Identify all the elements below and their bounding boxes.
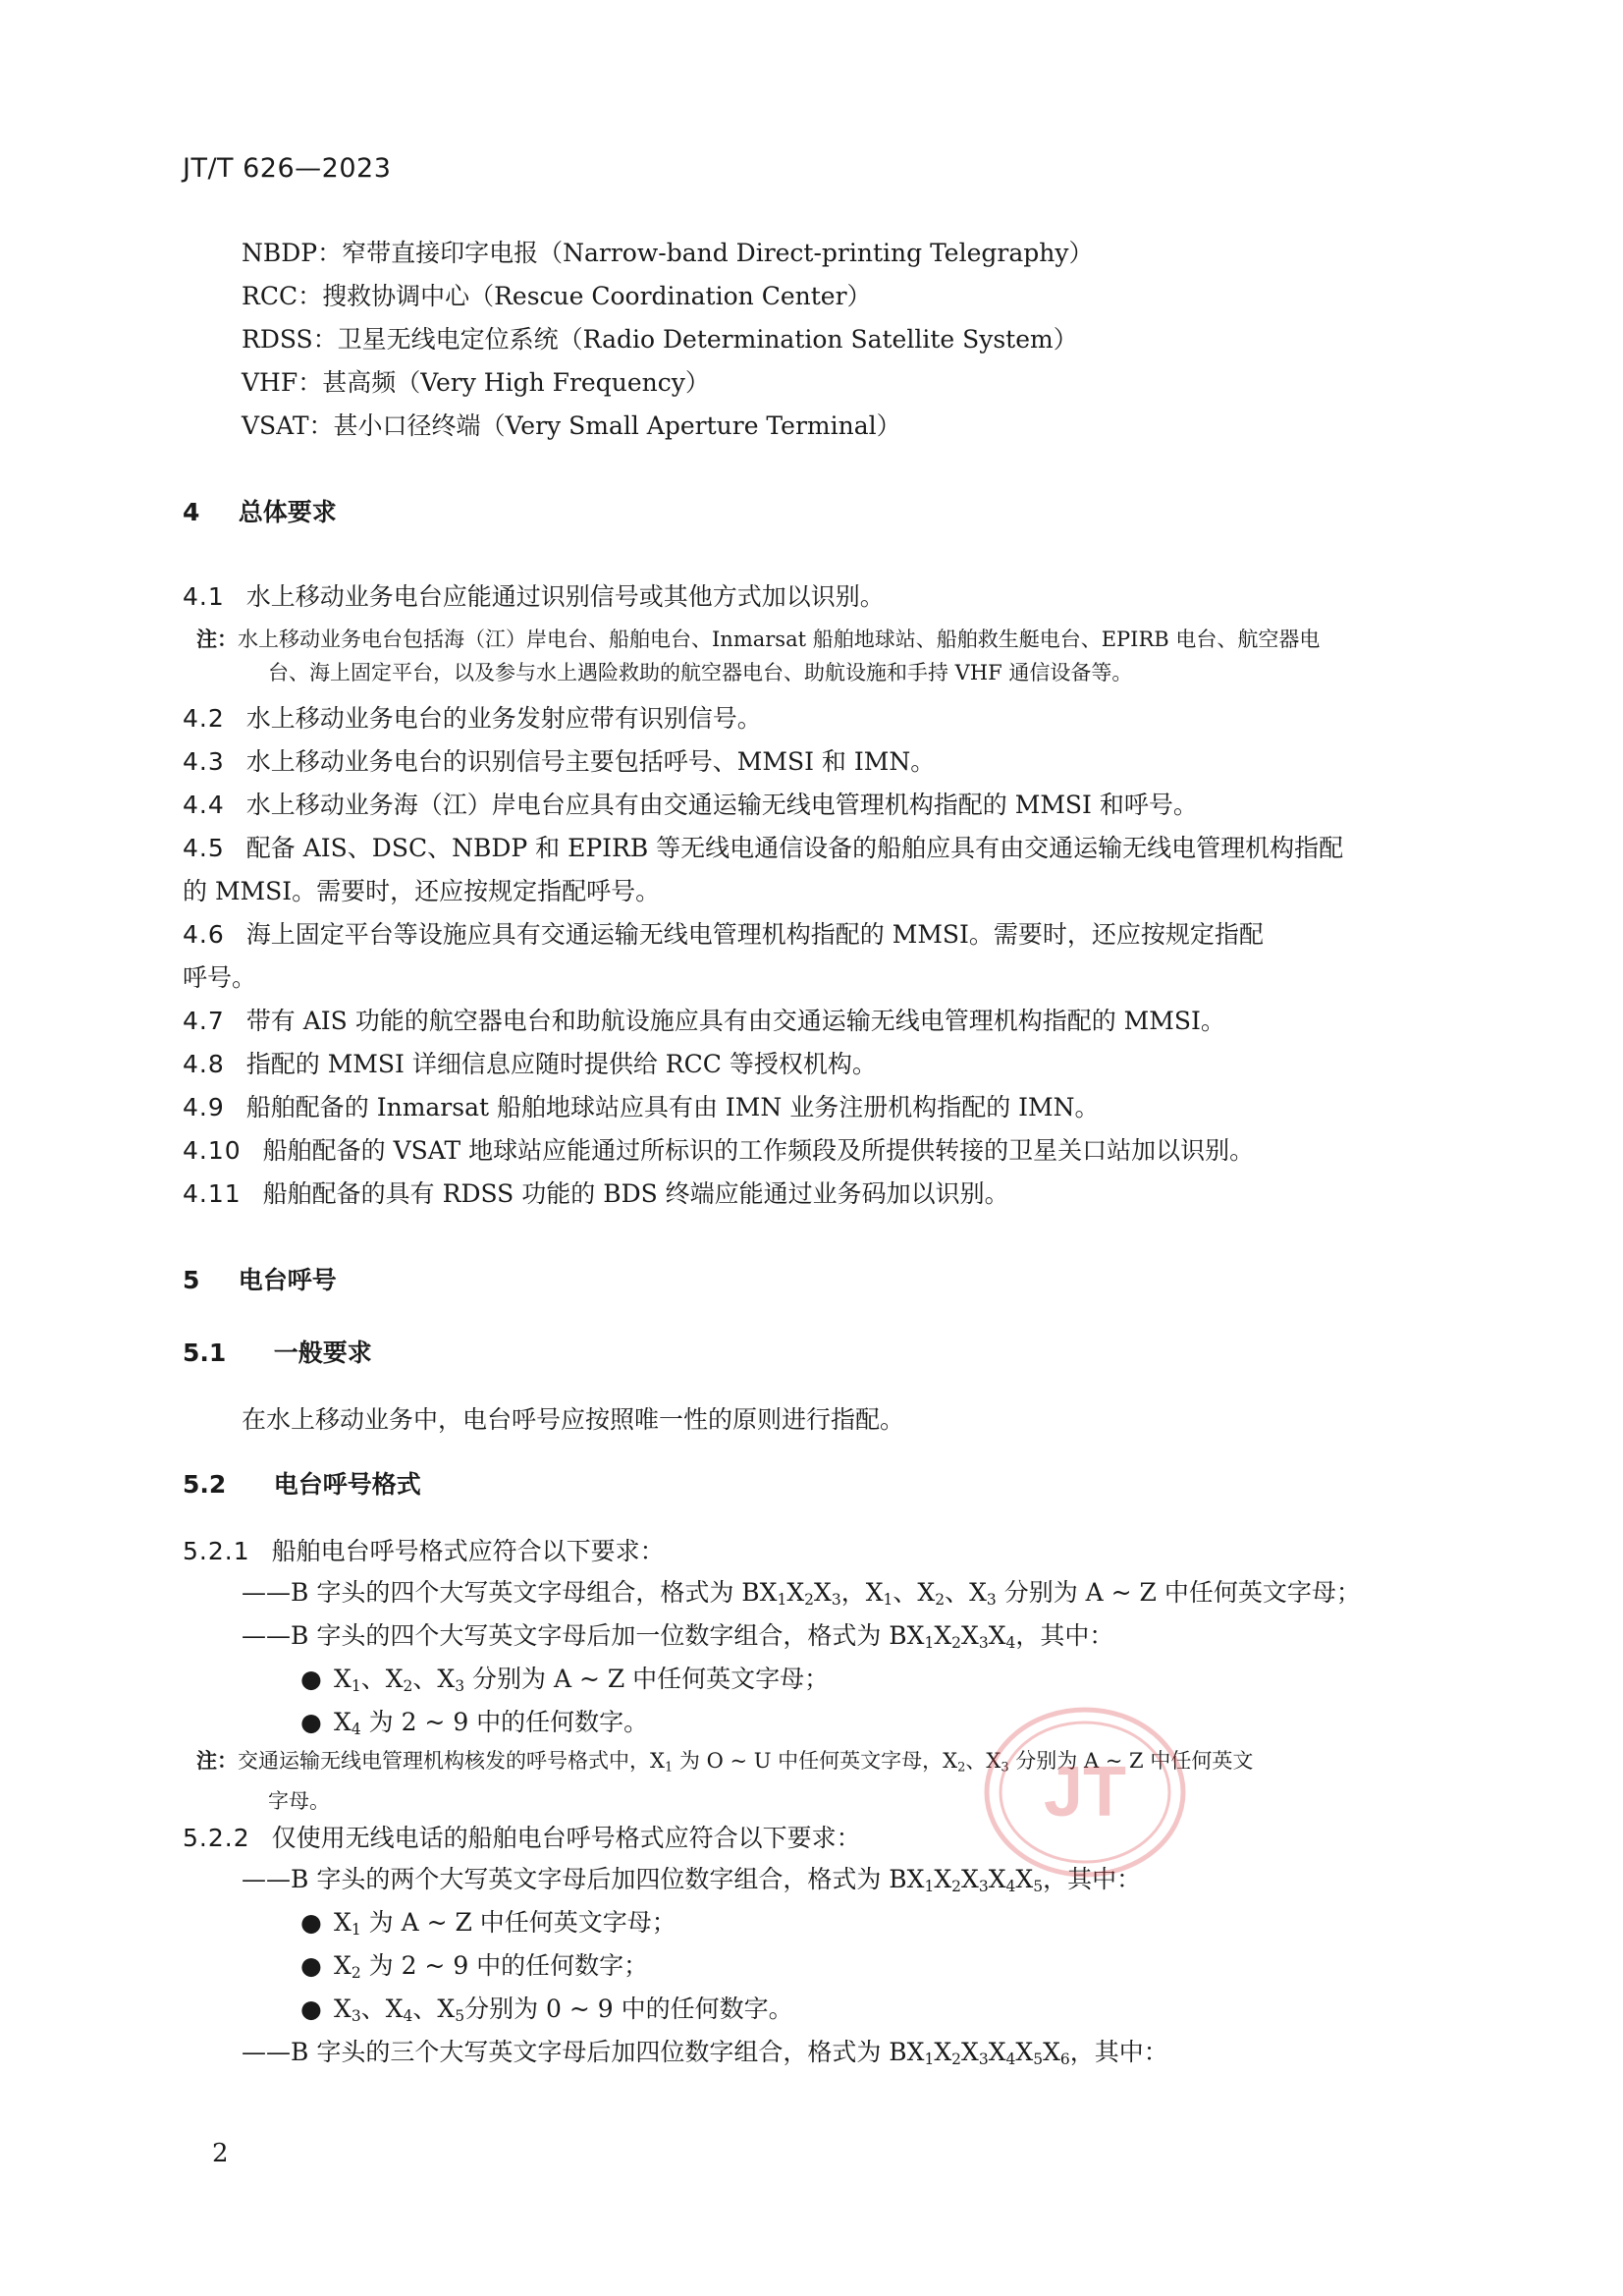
subscript: 4 (403, 2006, 413, 2025)
text-run: X (934, 1865, 952, 1893)
abbreviation-vhf: VHF：甚高频（Very High Frequency） (242, 368, 710, 397)
clause-number: 4.9 (183, 1093, 225, 1121)
clause-text-line1: 配备 AIS、DSC、NBDP 和 EPIRB 等无线电通信设备的船舶应具有由交通运输无线电管理机构指配 (245, 834, 1344, 862)
subsection-5-2-heading (183, 1465, 421, 1501)
dash-item (242, 1616, 1113, 1652)
clause-4-7 (183, 1000, 1446, 1043)
text-run: 为 A ~ Z 中任何英文字母； (360, 1908, 676, 1937)
clause-text: 船舶配备的具有 RDSS 功能的 BDS 终端应能通过业务码加以识别。 (262, 1179, 1009, 1208)
clause-text: 水上移动业务电台的业务发射应带有识别信号。 (245, 704, 762, 733)
subscript: 2 (935, 1590, 946, 1609)
text-run: X (1043, 2038, 1060, 2066)
dash-item (242, 1573, 1361, 1609)
text-run: 分别为 A ~ Z 中任何英文字母； (996, 1578, 1361, 1607)
subscript: 1 (351, 1920, 361, 1939)
text-run: X (961, 2038, 979, 2066)
clause-text: 指配的 MMSI 详细信息应随时提供给 RCC 等授权机构。 (245, 1050, 877, 1078)
subscript: 2 (403, 1676, 413, 1695)
subscript: 3 (978, 2050, 989, 2068)
text-run: X (786, 1578, 805, 1607)
clause-number: 4.11 (183, 1179, 242, 1208)
section-title: 电台呼号 (238, 1266, 337, 1294)
text-run: X (988, 1865, 1006, 1893)
text-run: X (334, 1665, 352, 1693)
subscript: 1 (924, 2050, 935, 2068)
abbreviation-rcc: RCC：搜救协调中心（Rescue Coordination Center） (242, 282, 872, 310)
text-run: X (1015, 2038, 1034, 2066)
text-run: ，其中： (1015, 1621, 1114, 1650)
subscript: 3 (455, 1676, 465, 1695)
note-label: 注： (196, 628, 238, 651)
text-run: 、X (360, 1995, 404, 2023)
clause-text: 船舶配备的 VSAT 地球站应能通过所标识的工作频段及所提供转接的卫星关口站加以识别。 (262, 1136, 1255, 1165)
clause-5-2-1 (183, 1530, 1446, 1573)
jt-stamp-logo (982, 1704, 1188, 1881)
note-label: 注： (196, 1749, 238, 1773)
bullet-item (300, 1946, 648, 1982)
subscript: 2 (951, 1633, 961, 1652)
text-run: 分别为 A ~ Z 中任何英文字母； (464, 1665, 830, 1693)
subsection-title: 一般要求 (273, 1339, 372, 1367)
subscript: 2 (351, 1963, 361, 1982)
subsection-number: 5.1 (183, 1339, 227, 1367)
clause-4-1 (183, 575, 1446, 619)
text-run: X (988, 1621, 1006, 1650)
clause-number: 4.7 (183, 1007, 225, 1035)
text-run: X (334, 1951, 352, 1980)
subscript: 6 (1059, 2050, 1070, 2068)
stamp-text: JT (1043, 1753, 1127, 1831)
text-run: X (334, 1908, 352, 1937)
text-run: 、X (360, 1665, 404, 1693)
text-run: 交通运输无线电管理机构核发的呼号格式中，X (238, 1749, 665, 1773)
text-run: X (814, 1578, 832, 1607)
text-run: ——B 字头的三个大写英文字母后加四位数字组合，格式为 BX (242, 2038, 925, 2066)
subscript: 3 (978, 1633, 989, 1652)
clause-text-line1: 海上固定平台等设施应具有交通运输无线电管理机构指配的 MMSI。需要时，还应按规定指配 (245, 920, 1264, 949)
clause-number: 4.2 (183, 704, 225, 733)
section-5-heading (183, 1261, 337, 1296)
text-run: ，X (840, 1578, 884, 1607)
section-number: 4 (183, 498, 200, 526)
page-number: 2 (212, 2139, 229, 2168)
subscript: 1 (924, 1877, 935, 1895)
clause-text: 水上移动业务电台应能通过识别信号或其他方式加以识别。 (245, 582, 885, 611)
clause-text: 船舶配备的 Inmarsat 船舶地球站应具有由 IMN 业务注册机构指配的 IMN。 (245, 1093, 1100, 1121)
text-run: ，其中： (1043, 1865, 1142, 1893)
bullet-icon: ● (300, 1995, 322, 2023)
clause-text-line2: 的 MMSI。需要时，还应按规定指配呼号。 (183, 877, 661, 905)
bullet-item (300, 1903, 676, 1939)
abbreviation-nbdp: NBDP：窄带直接印字电报（Narrow-band Direct-printing Telegraphy） (242, 239, 1094, 267)
clause-number: 5.2.1 (183, 1537, 250, 1565)
subscript: 3 (1001, 1760, 1009, 1776)
text-run: 、X (893, 1578, 936, 1607)
clause-text: 船舶电台呼号格式应符合以下要求： (271, 1537, 665, 1565)
dash-item (242, 2033, 1168, 2068)
clause-4-8 (183, 1043, 1446, 1086)
text-run: ，其中： (1069, 2038, 1168, 2066)
note-5-2-1 (196, 1744, 1446, 1818)
text-run: X (334, 1995, 352, 2023)
subscript: 1 (924, 1633, 935, 1652)
bullet-item (300, 1990, 793, 2025)
subscript: 1 (351, 1676, 361, 1695)
subsection-title: 电台呼号格式 (273, 1470, 421, 1499)
note-text-line2: 台、海上固定平台，以及参与水上遇险救助的航空器电台、助航设施和手持 VHF 通信设备等。 (268, 661, 1133, 684)
clause-number: 4.3 (183, 747, 225, 776)
text-run: 为 2 ~ 9 中的任何数字。 (360, 1708, 649, 1736)
subscript: 1 (664, 1760, 674, 1776)
bullet-item (300, 1660, 829, 1695)
text-run: X (934, 1621, 952, 1650)
text-run: 为 O ~ U 中任何英文字母，X (673, 1749, 958, 1773)
bullet-icon: ● (300, 1708, 322, 1736)
text-run: X (1015, 1865, 1034, 1893)
text-run: 、X (965, 1749, 1001, 1773)
section-4-heading (183, 493, 337, 528)
clause-4-5 (183, 827, 1446, 913)
text-run: X (961, 1621, 979, 1650)
subscript: 3 (986, 1590, 997, 1609)
clause-4-4 (183, 784, 1446, 827)
text-run: 为 2 ~ 9 中的任何数字； (360, 1951, 649, 1980)
clause-4-11 (183, 1173, 1446, 1216)
clause-4-9 (183, 1086, 1446, 1129)
document-id-header: JT/T 626—2023 (183, 153, 392, 184)
text-run: ——B 字头的四个大写英文字母后加一位数字组合，格式为 BX (242, 1621, 925, 1650)
section-title: 总体要求 (238, 498, 337, 526)
subscript: 3 (831, 1590, 841, 1609)
subscript: 5 (1033, 2050, 1044, 2068)
text-run: 分别为 0 ~ 9 中的任何数字。 (464, 1995, 793, 2023)
text-run: X (334, 1708, 352, 1736)
text-run: 、X (412, 1995, 456, 2023)
clause-number: 4.5 (183, 834, 225, 862)
clause-4-3 (183, 740, 1446, 784)
subscript: 5 (1033, 1877, 1044, 1895)
clause-4-2 (183, 697, 1446, 740)
text-run: 、X (945, 1578, 987, 1607)
bullet-item (300, 1703, 648, 1738)
text-run: X (988, 2038, 1006, 2066)
clause-number: 4.1 (183, 582, 225, 611)
bullet-icon: ● (300, 1908, 322, 1937)
note-text-line1: 水上移动业务电台包括海（江）岸电台、船舶电台、Inmarsat 船舶地球站、船舶救生艇电台、EPIRB 电台、航空器电 (238, 628, 1321, 651)
clause-text: 带有 AIS 功能的航空器电台和助航设施应具有由交通运输无线电管理机构指配的 MMSI。 (245, 1007, 1225, 1035)
subscript: 4 (1005, 2050, 1016, 2068)
clause-number: 4.6 (183, 920, 225, 949)
subscript: 5 (455, 2006, 465, 2025)
clause-text: 水上移动业务电台的识别信号主要包括呼号、MMSI 和 IMN。 (245, 747, 936, 776)
clause-4-6 (183, 913, 1446, 1000)
note-text-line2: 字母。 (268, 1789, 330, 1814)
subscript: 2 (957, 1760, 966, 1776)
clause-4-10 (183, 1129, 1446, 1173)
subscript: 1 (777, 1590, 787, 1609)
subscript: 4 (1005, 1877, 1016, 1895)
text-run: 分别为 A ~ Z 中任何英文 (1008, 1749, 1254, 1773)
subscript: 4 (351, 1720, 361, 1738)
text-run: ——B 字头的两个大写英文字母后加四位数字组合，格式为 BX (242, 1865, 925, 1893)
paragraph-5-1: 在水上移动业务中，电台呼号应按照唯一性的原则进行指配。 (242, 1405, 905, 1434)
subscript: 4 (1005, 1633, 1016, 1652)
clause-text-line2: 呼号。 (183, 963, 257, 992)
subscript: 3 (351, 2006, 361, 2025)
clause-number: 4.10 (183, 1136, 242, 1165)
text-run: ——B 字头的四个大写英文字母组合，格式为 BX (242, 1578, 778, 1607)
bullet-icon: ● (300, 1665, 322, 1693)
abbreviation-vsat: VSAT：甚小口径终端（Very Small Aperture Terminal） (242, 411, 901, 440)
clause-number: 5.2.2 (183, 1824, 250, 1852)
clause-number: 4.4 (183, 791, 225, 819)
clause-number: 4.8 (183, 1050, 225, 1078)
subscript: 2 (951, 1877, 961, 1895)
subscript: 3 (978, 1877, 989, 1895)
clause-text: 仅使用无线电话的船舶电台呼号格式应符合以下要求： (271, 1824, 861, 1852)
clause-5-2-2 (183, 1817, 1446, 1860)
subsection-number: 5.2 (183, 1470, 227, 1499)
subscript: 1 (883, 1590, 893, 1609)
clause-text: 水上移动业务海（江）岸电台应具有由交通运输无线电管理机构指配的 MMSI 和呼号。 (245, 791, 1198, 819)
note-4-1 (196, 623, 1446, 689)
abbreviation-rdss: RDSS：卫星无线电定位系统（Radio Determination Satellite System） (242, 325, 1078, 354)
bullet-icon: ● (300, 1951, 322, 1980)
text-run: X (934, 2038, 952, 2066)
section-number: 5 (183, 1266, 200, 1294)
subscript: 2 (804, 1590, 814, 1609)
text-run: X (961, 1865, 979, 1893)
subsection-5-1-heading (183, 1334, 372, 1369)
text-run: 、X (412, 1665, 456, 1693)
subscript: 2 (951, 2050, 961, 2068)
